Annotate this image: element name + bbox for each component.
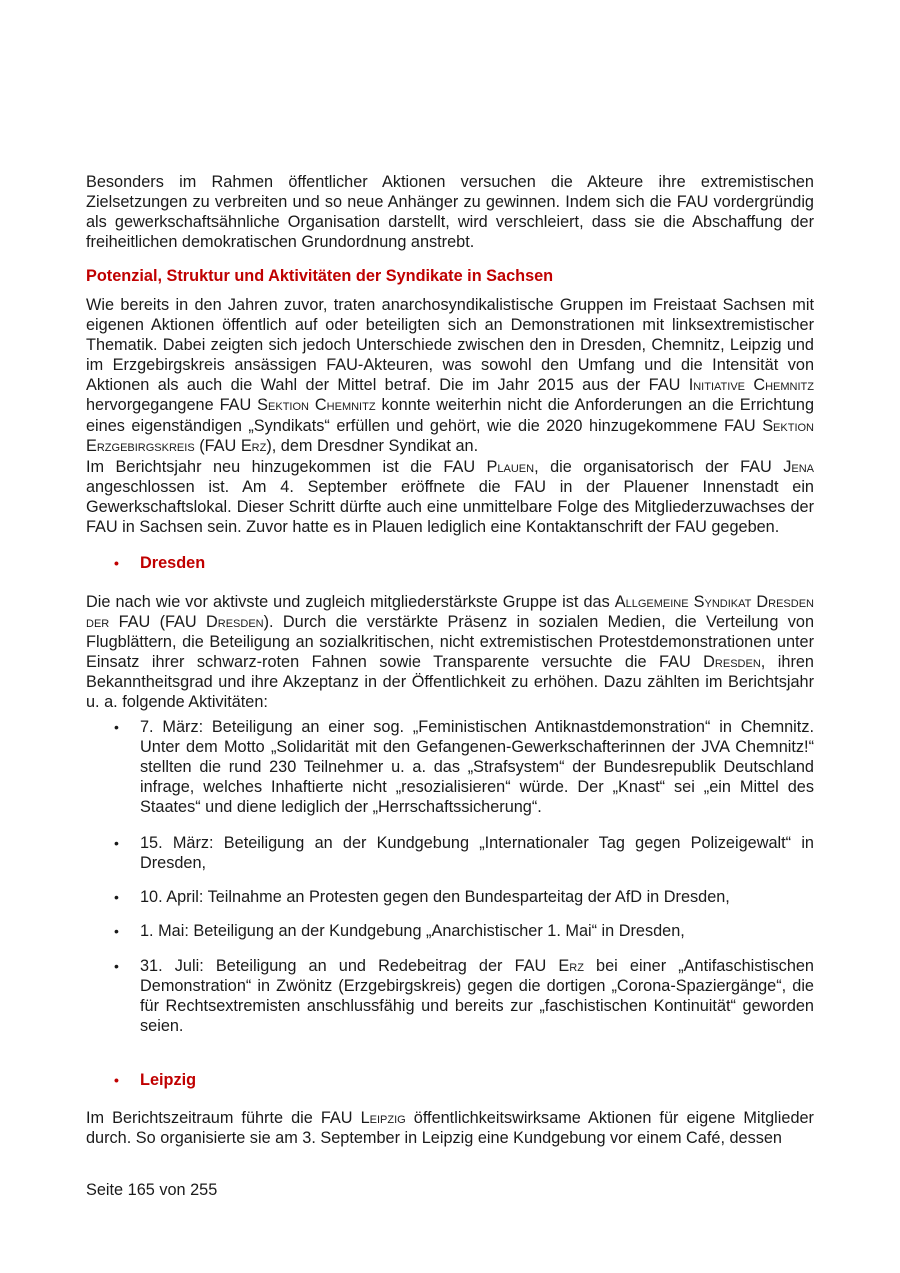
list-item: • 10. April: Teilnahme an Protesten gegen den Bundesparteitag der AfD in Dresden, bbox=[114, 888, 730, 906]
dresden-heading: • Dresden bbox=[114, 554, 206, 572]
page-number: Seite 165 von 255 bbox=[86, 1181, 218, 1199]
list-item: • 31. Juli: Beteiligung an und Redebeitrag der FAU Erz bei einer „Antifaschistischen Demonstration“ in Zwönitz (Erzgebirgskreis) gegen die dortigen „Corona-Spaziergänge“, die für Rechtsextremisten anschlussfähig und bereits zur „faschistischen Kontinuität“ geworden seien. bbox=[114, 957, 814, 1036]
bullet-icon: • bbox=[114, 555, 119, 571]
section-heading: Potenzial, Struktur und Aktivitäten der Syndikate in Sachsen bbox=[86, 267, 554, 285]
dresden-paragraph: Die nach wie vor aktivste und zugleich mitgliederstärkste Gruppe ist das Allgemeine Syndikat Dresden der FAU (FAU Dresden). Durch die verstärkte Präsenz in sozialen Medien, die Verteilung von Flugblättern, die Beteiligung an sozialkritischen, nicht extremistischen Protestdemonstrationen unter Einsatz ihrer schwarz-roten Fahnen sowie Transparente versuchte die FAU Dresden, ihren Bekanntheitsgrad und ihre Akzeptanz in der Öffentlichkeit zu erhöhen. Dazu zählten im Berichtsjahr u. a. folgende Aktivitäten: bbox=[86, 593, 814, 712]
list-item: • 7. März: Beteiligung an einer sog. „Feministischen Antiknastdemonstration“ in Chemnitz. Unter dem Motto „Solidarität mit den Gefangenen-Gewerkschafterinnen der JVA Chemnitz!“ stellten die rund 230 Teilnehmer u. a. das „Strafsystem“ der Bundesrepublik Deutschland infrage, welches Inhaftierte nicht „resozialisieren“ würde. Der „Knast“ sei „ein Mittel des Staates“ und diene lediglich der „Herrschaftssicherung“. bbox=[114, 718, 814, 817]
bullet-icon: • bbox=[114, 923, 119, 939]
bullet-icon: • bbox=[114, 958, 119, 974]
list-item: • 15. März: Beteiligung an der Kundgebung „Internationaler Tag gegen Polizeigewalt“ in Dresden, bbox=[114, 834, 814, 873]
leipzig-paragraph: Im Berichtszeitraum führte die FAU Leipzig öffentlichkeitswirksame Aktionen für eigene Mitglieder durch. So organisierte sie am 3. September in Leipzig eine Kundgebung vor einem Café, dessen bbox=[86, 1109, 814, 1148]
bullet-icon: • bbox=[114, 835, 119, 851]
bullet-icon: • bbox=[114, 1072, 119, 1088]
list-item: • 1. Mai: Beteiligung an der Kundgebung „Anarchistischer 1. Mai“ in Dresden, bbox=[114, 922, 685, 940]
section-paragraph-1: Wie bereits in den Jahren zuvor, traten anarchosyndikalistische Gruppen im Freistaat Sachsen mit eigenen Aktionen öffentlich auf oder beteiligten sich an Demonstrationen mit linksextremistischer Thematik. Dabei zeigten sich jedoch Unterschiede zwischen den in Dresden, Chemnitz, Leipzig und im Erzgebirgskreis ansässigen FAU-Akteuren, was sowohl den Umfang und die Intensität von Aktionen als auch die Wahl der Mittel betraf. Die im Jahr 2015 aus der FAU Initiative Chemnitz hervorgegangene FAU Sektion Chemnitz konnte weiterhin nicht die Anforderungen an die Errichtung eines eigenständigen „Syndikats“ erfüllen und gehört, wie die 2020 hinzugekommene FAU Sektion Erzgebirgskreis (FAU Erz), dem Dresdner Syndikat an. bbox=[86, 296, 814, 455]
bullet-icon: • bbox=[114, 889, 119, 905]
bullet-icon: • bbox=[114, 719, 119, 735]
section-paragraph-2: Im Berichtsjahr neu hinzugekommen ist die FAU Plauen, die organisatorisch der FAU Jena angeschlossen ist. Am 4. September eröffnete die FAU in der Plauener Innenstadt ein Gewerkschaftslokal. Dieser Schritt dürfte auch eine unmittelbare Folge des Mitgliederzuwachses der FAU in Sachsen sein. Zuvor hatte es in Plauen lediglich eine Kontaktanschrift der FAU gegeben. bbox=[86, 458, 814, 537]
leipzig-heading: • Leipzig bbox=[114, 1071, 197, 1089]
intro-paragraph: Besonders im Rahmen öffentlicher Aktionen versuchen die Akteure ihre extremistischen Zielsetzungen zu verbreiten und so neue Anhänger zu gewinnen. Indem sich die FAU vordergründig als gewerkschaftsähnliche Organisation darstellt, wird verschleiert, dass sie die Abschaffung der freiheitlichen demokratischen Grundordnung anstrebt. bbox=[86, 173, 814, 252]
